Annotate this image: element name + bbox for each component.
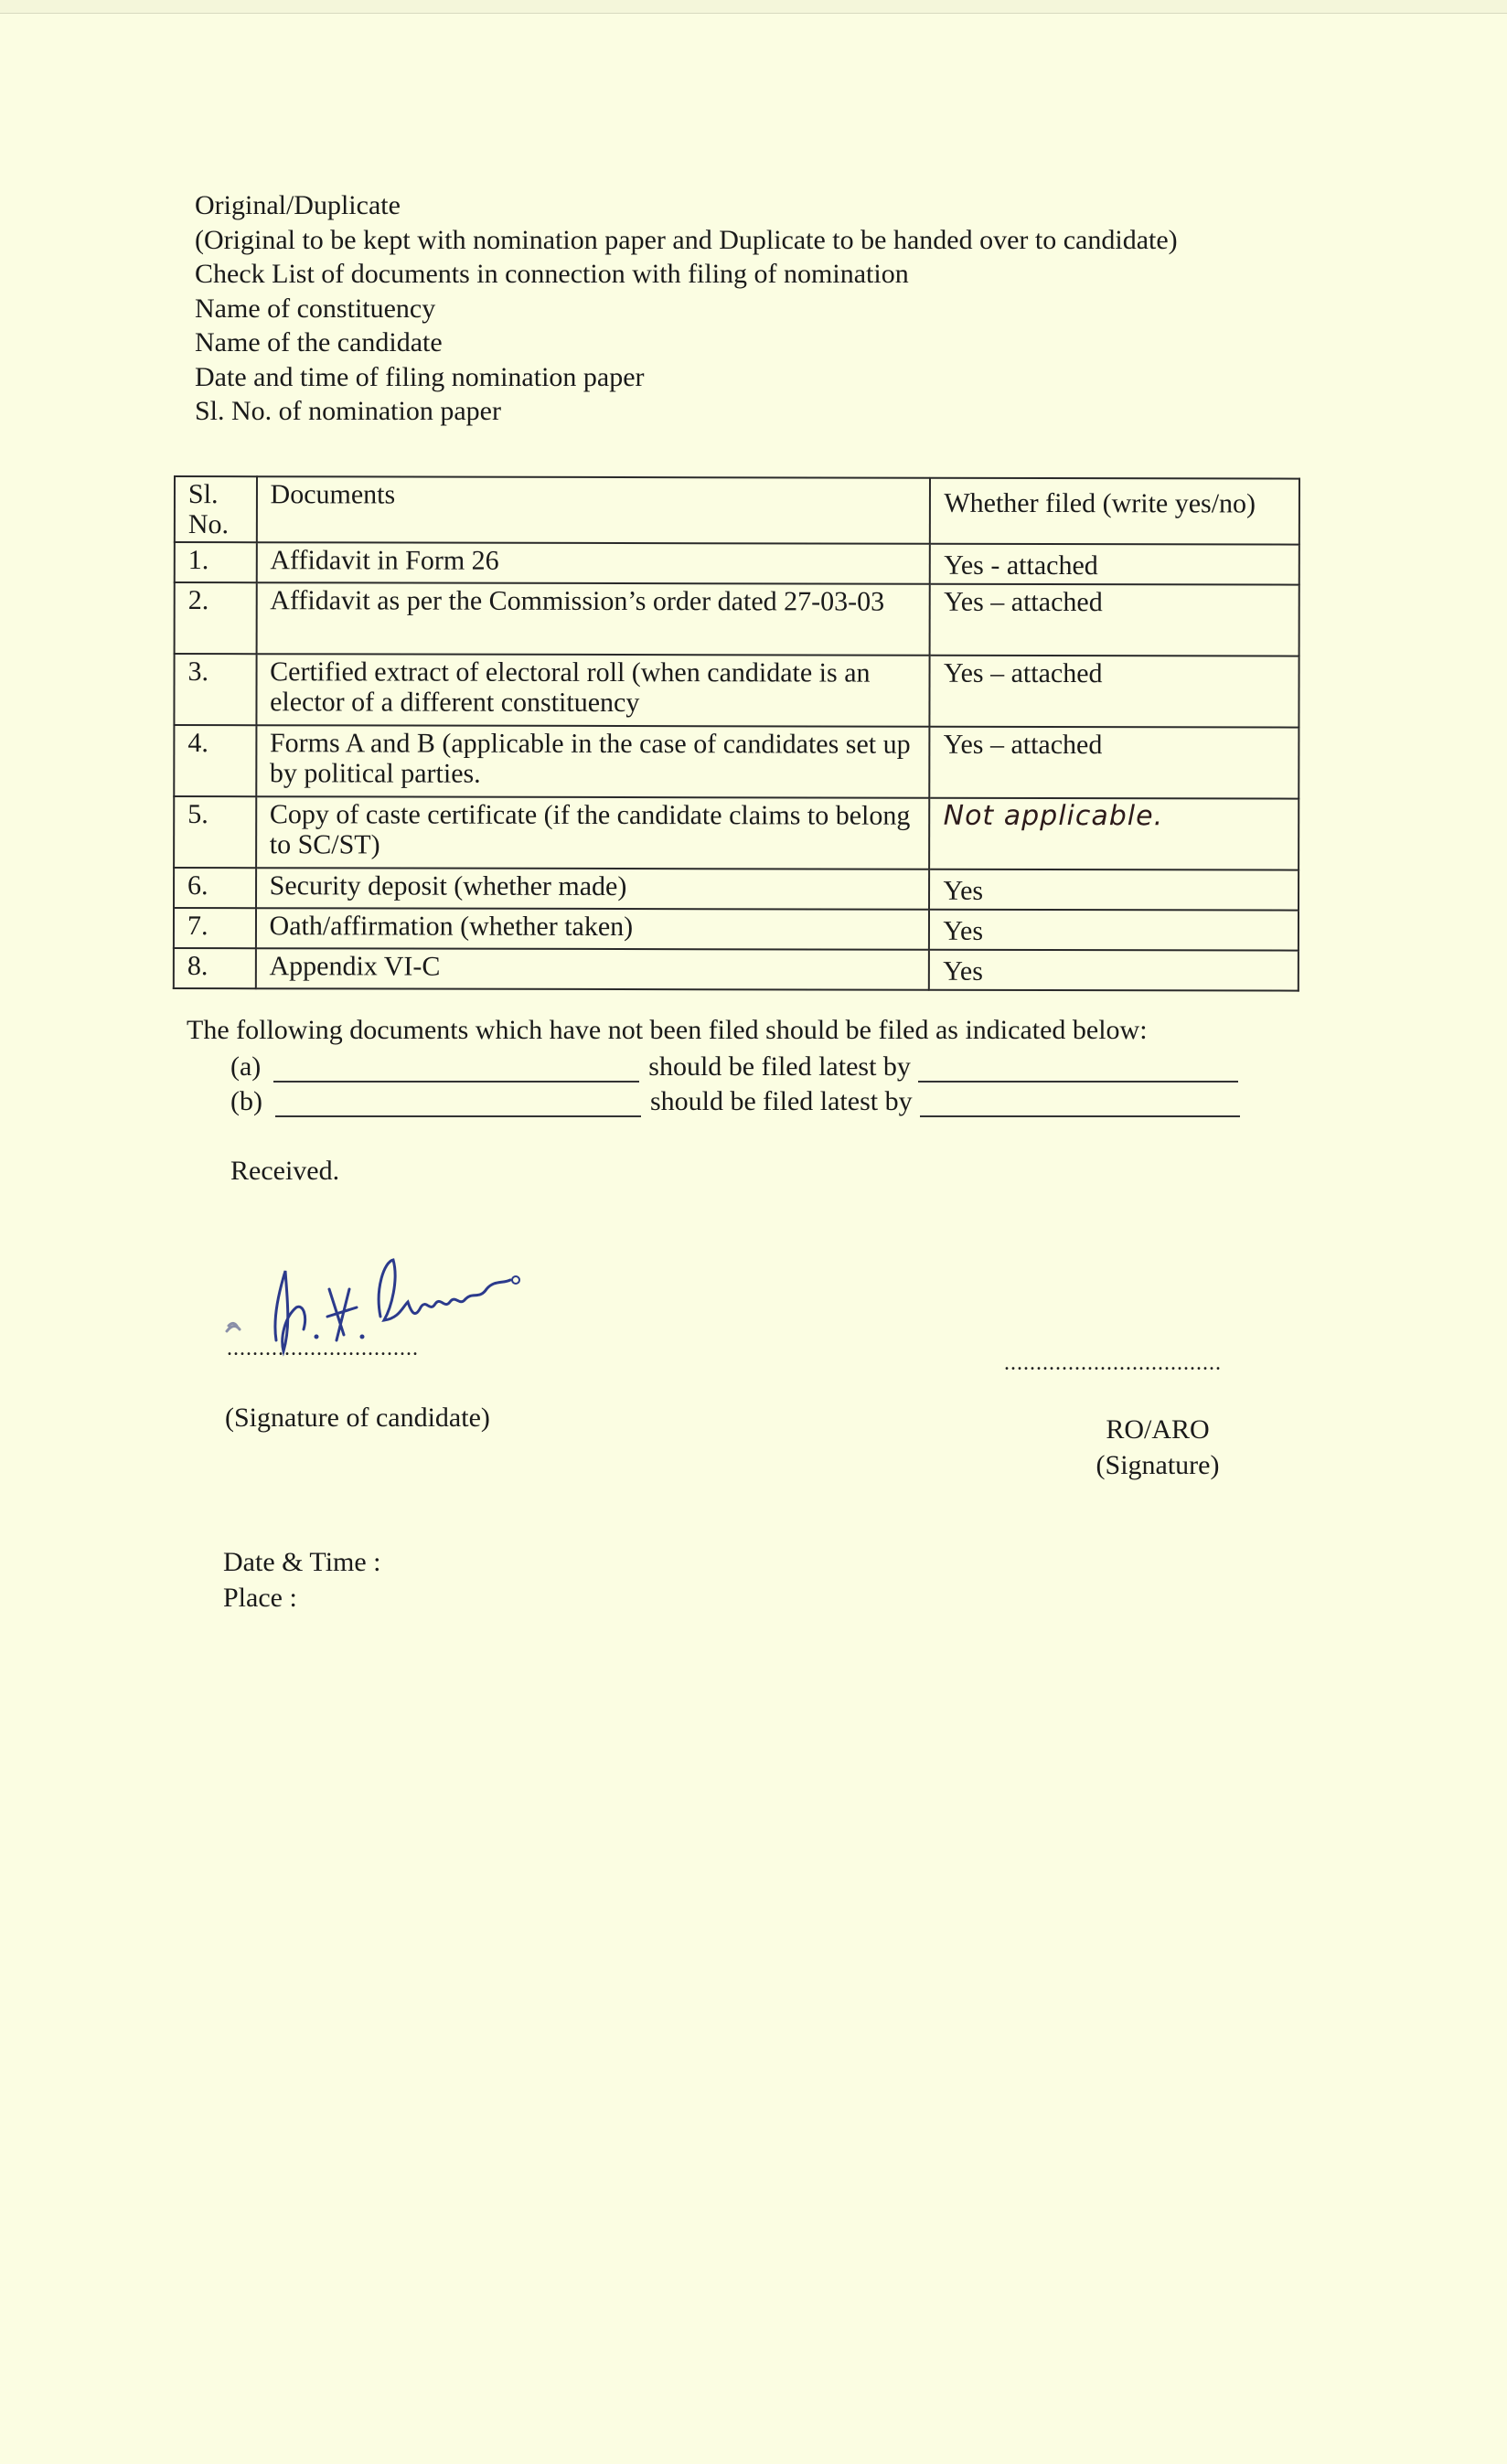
row-sl: 6. [174, 868, 256, 908]
header-documents: Documents [256, 476, 930, 544]
table-row [174, 654, 1299, 728]
ro-signature-label: (Signature) [1096, 1450, 1220, 1480]
date-time-label: Date & Time : [223, 1547, 381, 1577]
field-candidate: Name of the candidate [195, 327, 443, 357]
table-row [174, 796, 1299, 870]
row-document: Affidavit in Form 26 [256, 542, 930, 584]
documents-checklist-table [173, 475, 1300, 992]
page-edge [0, 0, 1507, 14]
table-row [174, 908, 1299, 951]
row-document: Affidavit as per the Commission’s order dated 27-03-03 [256, 582, 930, 656]
item-a-label: (a) [230, 1051, 262, 1082]
row-filed: Yes – attached [930, 584, 1299, 656]
pending-item-a [230, 1051, 1238, 1083]
item-b-document-blank[interactable] [275, 1090, 641, 1117]
form-header [195, 188, 1329, 429]
copy-note: (Original to be kept with nomination paper and Duplicate to be handed over to candidate) [195, 224, 1178, 255]
pending-documents-intro: The following documents which have not been filed should be filed as indicated below: [187, 1015, 1148, 1045]
row-sl: 5. [174, 796, 256, 868]
table-row [174, 948, 1299, 991]
table-header-row [175, 476, 1299, 545]
row-sl: 2. [175, 582, 257, 654]
item-a-date-blank[interactable] [918, 1055, 1238, 1083]
row-filed-handwritten: Not applicable. [930, 798, 1299, 870]
row-filed: Yes – attached [930, 727, 1299, 799]
item-b-label: (b) [230, 1086, 262, 1116]
form-title: Check List of documents in connection with filing of nomination [195, 259, 909, 289]
item-b-filed-by: should be filed latest by [649, 1086, 913, 1116]
row-sl: 1. [175, 542, 257, 582]
place-label: Place : [223, 1583, 297, 1613]
row-sl: 3. [174, 654, 256, 725]
pending-item-b [230, 1086, 1240, 1117]
row-document: Security deposit (whether made) [256, 868, 930, 910]
ro-signature-line: .................................. [1004, 1351, 1222, 1375]
table-row [175, 542, 1299, 585]
row-filed: Yes – attached [930, 656, 1299, 728]
item-b-date-blank[interactable] [920, 1090, 1240, 1117]
row-filed: Yes [929, 950, 1299, 991]
table-row [174, 725, 1299, 799]
item-a-document-blank[interactable] [273, 1055, 639, 1083]
field-constituency: Name of constituency [195, 293, 436, 324]
header-sl-no: Sl. No. [175, 476, 257, 542]
header-whether-filed: Whether filed (write yes/no) [930, 478, 1299, 545]
row-document: Appendix VI-C [255, 948, 929, 990]
candidate-signature-label: (Signature of candidate) [225, 1403, 490, 1433]
row-document: Copy of caste certificate (if the candidate claims to belong to SC/ST) [256, 796, 930, 869]
row-sl: 4. [174, 725, 256, 796]
row-document: Certified extract of electoral roll (when candidate is an elector of a different constituency [256, 654, 930, 727]
row-sl: 7. [174, 908, 256, 948]
row-filed: Yes [929, 869, 1299, 911]
ro-signature-block [1085, 1412, 1231, 1483]
row-sl: 8. [174, 948, 256, 988]
table-row [175, 582, 1299, 656]
row-filed: Yes [929, 910, 1299, 951]
field-datetime: Date and time of filing nomination paper [195, 361, 645, 392]
row-document: Oath/affirmation (whether taken) [256, 908, 930, 950]
row-filed: Yes - attached [930, 544, 1299, 585]
ro-title: RO/ARO [1106, 1414, 1210, 1445]
date-place-block [223, 1544, 381, 1616]
item-a-filed-by: should be filed latest by [648, 1051, 911, 1082]
candidate-signature-line: .............................. [227, 1337, 419, 1360]
field-slno: Sl. No. of nomination paper [195, 396, 501, 426]
row-document: Forms A and B (applicable in the case of candidates set up by political parties. [256, 725, 930, 798]
copy-type: Original/Duplicate [195, 190, 401, 220]
received-label: Received. [230, 1156, 340, 1186]
table-row [174, 868, 1299, 911]
